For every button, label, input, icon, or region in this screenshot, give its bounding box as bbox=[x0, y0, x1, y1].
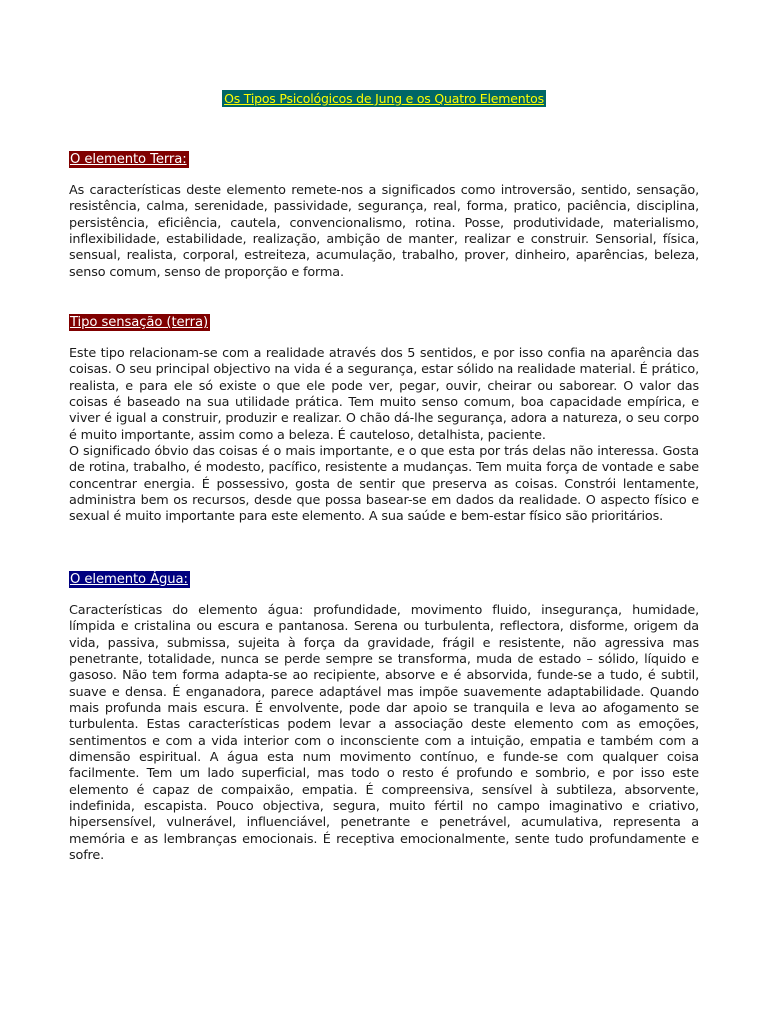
heading-tipo-sensacao: Tipo sensação (terra) bbox=[70, 315, 208, 330]
heading-elemento-agua: O elemento Água: bbox=[70, 572, 188, 587]
paragraph-elemento-agua: Características do elemento água: profundidade, movimento fluido, insegurança, humidade, límpida e cristalina ou escura e pantanosa. Serena ou turbulenta, reflectora, disforme, origem da vida, passiva, submissa, sujeita à força da gravidade, frágil e resistente, não agressiva mas penetrante, totalidade, nunca se perde sempre se transforma, muda de estado – sólido, líquido e gasoso. Não tem forma adapta-se ao recipiente, absorve e é absorvida, funde-se a tudo, é subtil, suave e densa. É enganadora, parece adaptável mas impõe suavemente adaptabilidade. Quando mais profunda mais escura. É envolvente, pode dar apoio se tranquila e leva ao afogamento se turbulenta. Estas características podem levar a associação deste elemento com as emoções, sentimentos e com a vida interior com o inconsciente com a intuição, empatia e também com a dimensão espiritual. A água esta num movimento contínuo, e funde-se com qualquer coisa facilmente. Tem um lado superficial, mas todo o resto é profundo e sombrio, e por isso este elemento é capaz de compaixão, empatia. É compreensiva, sensível à subtileza, absorvente, indefinida, escapista. Pouco objectiva, segura, muito fértil no campo imaginativo e criativo, hipersensível, vulnerável, influenciável, penetrante e penetrável, acumulativa, representa a memória e as lembranças emocionais. É receptiva emocionalmente, sente tudo profundamente e sofre. bbox=[69, 603, 699, 864]
paragraph-tipo-sensacao-1: Este tipo relacionam-se com a realidade através dos 5 sentidos, e por isso confia na aparência das coisas. O seu principal objectivo na vida é a segurança, estar sólido na realidade material. É prático, realista, e para ele só existe o que ele pode ver, pegar, ouvir, cheirar ou saborear. O valor das coisas é baseado na sua utilidade prática. Tem muito senso comum, boa capacidade empírica, e viver é igual a construir, produzir e realizar. O chão dá-lhe segurança, adora a natureza, o seu corpo é muito importante, assim como a beleza. É cauteloso, detalhista, paciente. bbox=[69, 346, 699, 443]
paragraph-tipo-sensacao-2: O significado óbvio das coisas é o mais importante, e o que esta por trás delas não interessa. Gosta de rotina, trabalho, é modesto, pacífico, resistente a mudanças. Tem muita força de vontade e sabe concentrar energia. É possessivo, gosta de sentir que preserva as coisas. Constrói lentamente, administra bem os recursos, desde que possa basear-se em dados da realidade. O aspecto físico e sexual é muito importante para este elemento. A sua saúde e bem-estar físico são prioritários. bbox=[69, 444, 699, 525]
title-container bbox=[69, 88, 699, 107]
heading-elemento-terra: O elemento Terra: bbox=[70, 152, 187, 167]
paragraph-elemento-terra: As características deste elemento remete-nos a significados como introversão, sentido, sensação, resistência, calma, serenidade, passividade, segurança, real, forma, pratico, paciência, disciplina, persistência, eficiência, cautela, convencionalismo, rotina. Posse, produtividade, materialismo, inflexibilidade, estabilidade, realização, ambição de manter, realizar e construir. Sensorial, física, sensual, realista, corporal, estreiteza, acumulação, trabalho, prover, dinheiro, aparências, beleza, senso comum, senso de proporção e forma. bbox=[69, 183, 699, 280]
document-title: Os Tipos Psicológicos de Jung e os Quatro Elementos bbox=[224, 91, 544, 106]
